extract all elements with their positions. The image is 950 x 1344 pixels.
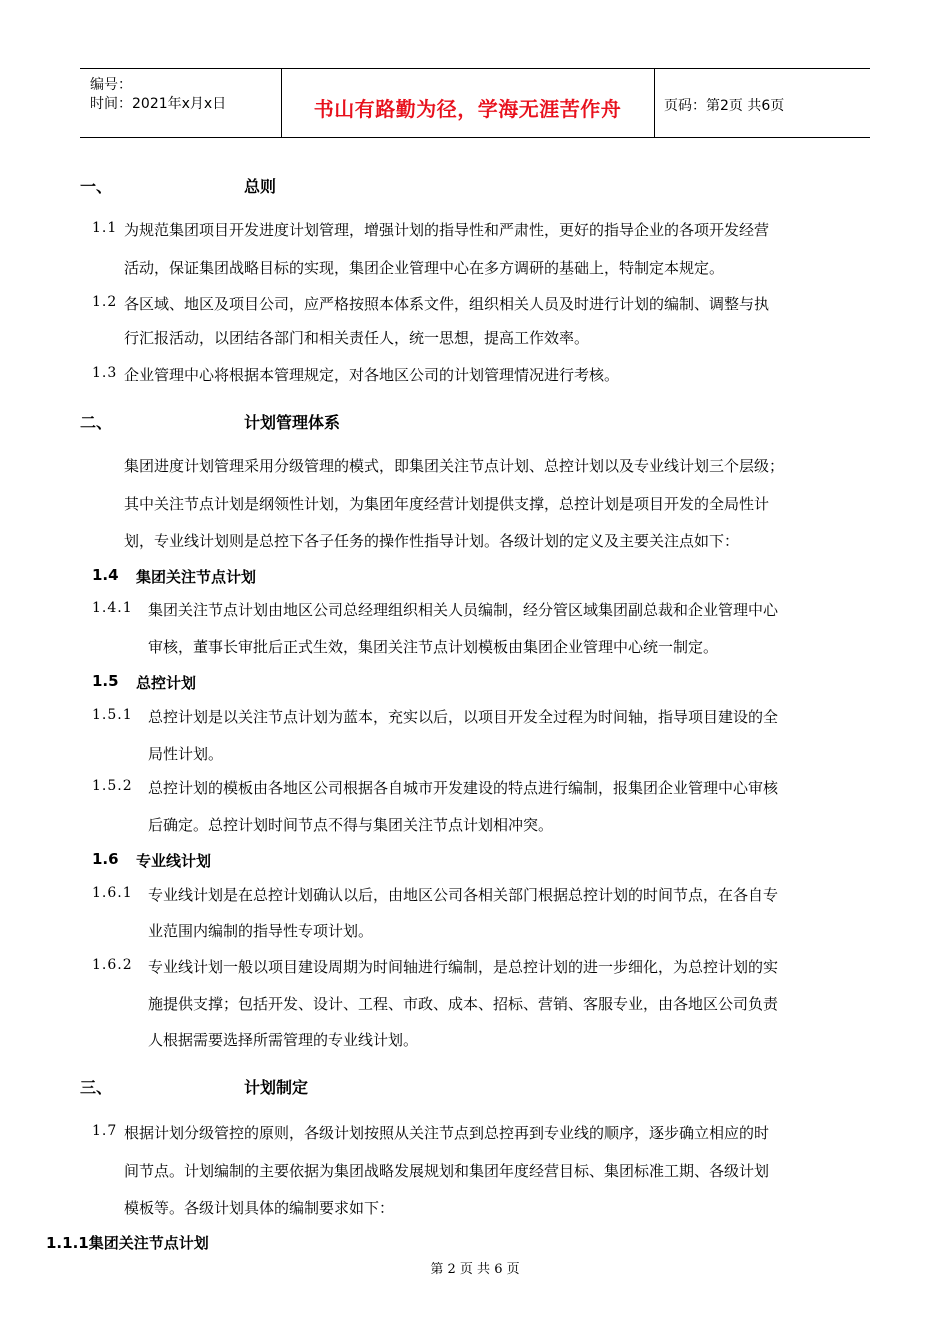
clause-number: 1.3 <box>92 365 118 381</box>
paragraph-line: 行汇报活动，以团结各部门和相关责任人，统一思想，提高工作效率。 <box>124 329 590 347</box>
subsection-number: 1.6 <box>92 850 119 868</box>
paragraph-line: 其中关注节点计划是纲领性计划，为集团年度经营计划提供支撑，总控计划是项目开发的全局性计 <box>124 495 770 513</box>
clause-number: 1.6.2 <box>92 957 133 973</box>
paragraph-line: 后确定。总控计划时间节点不得与集团关注节点计划相冲突。 <box>148 816 554 834</box>
paragraph-line: 企业管理中心将根据本管理规定，对各地区公司的计划管理情况进行考核。 <box>124 366 620 384</box>
section-title: 计划管理体系 <box>244 413 341 432</box>
number-label: 编号： <box>90 77 132 93</box>
paragraph-line: 业范围内编制的指导性专项计划。 <box>148 922 374 940</box>
paragraph-line: 根据计划分级管控的原则，各级计划按照从关注节点到总控再到专业线的顺序，逐步确立相应的时 <box>124 1124 770 1142</box>
motto-text: 书山有路勤为径，学海无涯苦作舟 <box>313 97 622 121</box>
subsubsection-heading: 1.1.1集团关注节点计划 <box>46 1234 209 1252</box>
section-number: 一、 <box>80 177 113 196</box>
page-label: 页码：第2页 共6页 <box>664 98 785 114</box>
clause-number: 1.4.1 <box>92 600 133 616</box>
paragraph-line: 集团关注节点计划由地区公司总经理组织相关人员编制，经分管区域集团副总裁和企业管理中心 <box>148 601 779 619</box>
paragraph-line: 专业线计划一般以项目建设周期为时间轴进行编制，是总控计划的进一步细化，为总控计划的实 <box>148 958 779 976</box>
subsection-number: 1.4 <box>92 566 119 584</box>
clause-number: 1.5.1 <box>92 707 133 723</box>
paragraph-line: 总控计划是以关注节点计划为蓝本，充实以后，以项目开发全过程为时间轴，指导项目建设的全 <box>148 708 779 726</box>
paragraph-line: 审核，董事长审批后正式生效，集团关注节点计划模板由集团企业管理中心统一制定。 <box>148 638 719 656</box>
subsection-title: 集团关注节点计划 <box>136 568 257 586</box>
paragraph-line: 活动，保证集团战略目标的实现，集团企业管理中心在多方调研的基础上，特制定本规定。 <box>124 259 725 277</box>
paragraph-line: 各区域、地区及项目公司，应严格按照本体系文件，组织相关人员及时进行计划的编制、调整与执 <box>124 295 770 313</box>
paragraph-line: 总控计划的模板由各地区公司根据各自城市开发建设的特点进行编制，报集团企业管理中心审核 <box>148 779 779 797</box>
paragraph-line: 模板等。各级计划具体的编制要求如下： <box>124 1199 395 1217</box>
section-number: 二、 <box>80 413 113 432</box>
clause-number: 1.7 <box>92 1123 118 1139</box>
section-title: 总则 <box>244 177 277 196</box>
clause-number: 1.6.1 <box>92 885 133 901</box>
header-meta-cell <box>80 69 282 137</box>
subsection-number: 1.5 <box>92 672 119 690</box>
clause-number: 1.2 <box>92 294 118 310</box>
paragraph-line: 为规范集团项目开发进度计划管理，增强计划的指导性和严肃性，更好的指导企业的各项开发经营 <box>124 221 770 239</box>
paragraph-line: 划，专业线计划则是总控下各子任务的操作性指导计划。各级计划的定义及主要关注点如下： <box>124 532 740 550</box>
header-page-cell <box>654 69 870 137</box>
subsection-title: 总控计划 <box>136 674 197 692</box>
clause-number: 1.1 <box>92 220 118 236</box>
paragraph-line: 专业线计划是在总控计划确认以后，由地区公司各相关部门根据总控计划的时间节点，在各自专 <box>148 886 779 904</box>
paragraph-line: 施提供支撑；包括开发、设计、工程、市政、成本、招标、营销、客服专业，由各地区公司负责 <box>148 995 779 1013</box>
section-number: 三、 <box>80 1078 113 1097</box>
document-header <box>80 68 870 138</box>
page-footer: 第 2 页 共 6 页 <box>430 1262 520 1277</box>
section-title: 计划制定 <box>244 1078 309 1097</box>
header-motto-cell <box>281 69 655 137</box>
subsection-title: 专业线计划 <box>136 852 212 870</box>
paragraph-line: 集团进度计划管理采用分级管理的模式，即集团关注节点计划、总控计划以及专业线计划三个层级； <box>124 457 785 475</box>
clause-number: 1.5.2 <box>92 778 133 794</box>
paragraph-line: 人根据需要选择所需管理的专业线计划。 <box>148 1031 419 1049</box>
paragraph-line: 局性计划。 <box>148 745 224 763</box>
date-label: 时间：2021年x月x日 <box>90 96 227 112</box>
paragraph-line: 间节点。计划编制的主要依据为集团战略发展规划和集团年度经营目标、集团标准工期、各级计划 <box>124 1162 770 1180</box>
